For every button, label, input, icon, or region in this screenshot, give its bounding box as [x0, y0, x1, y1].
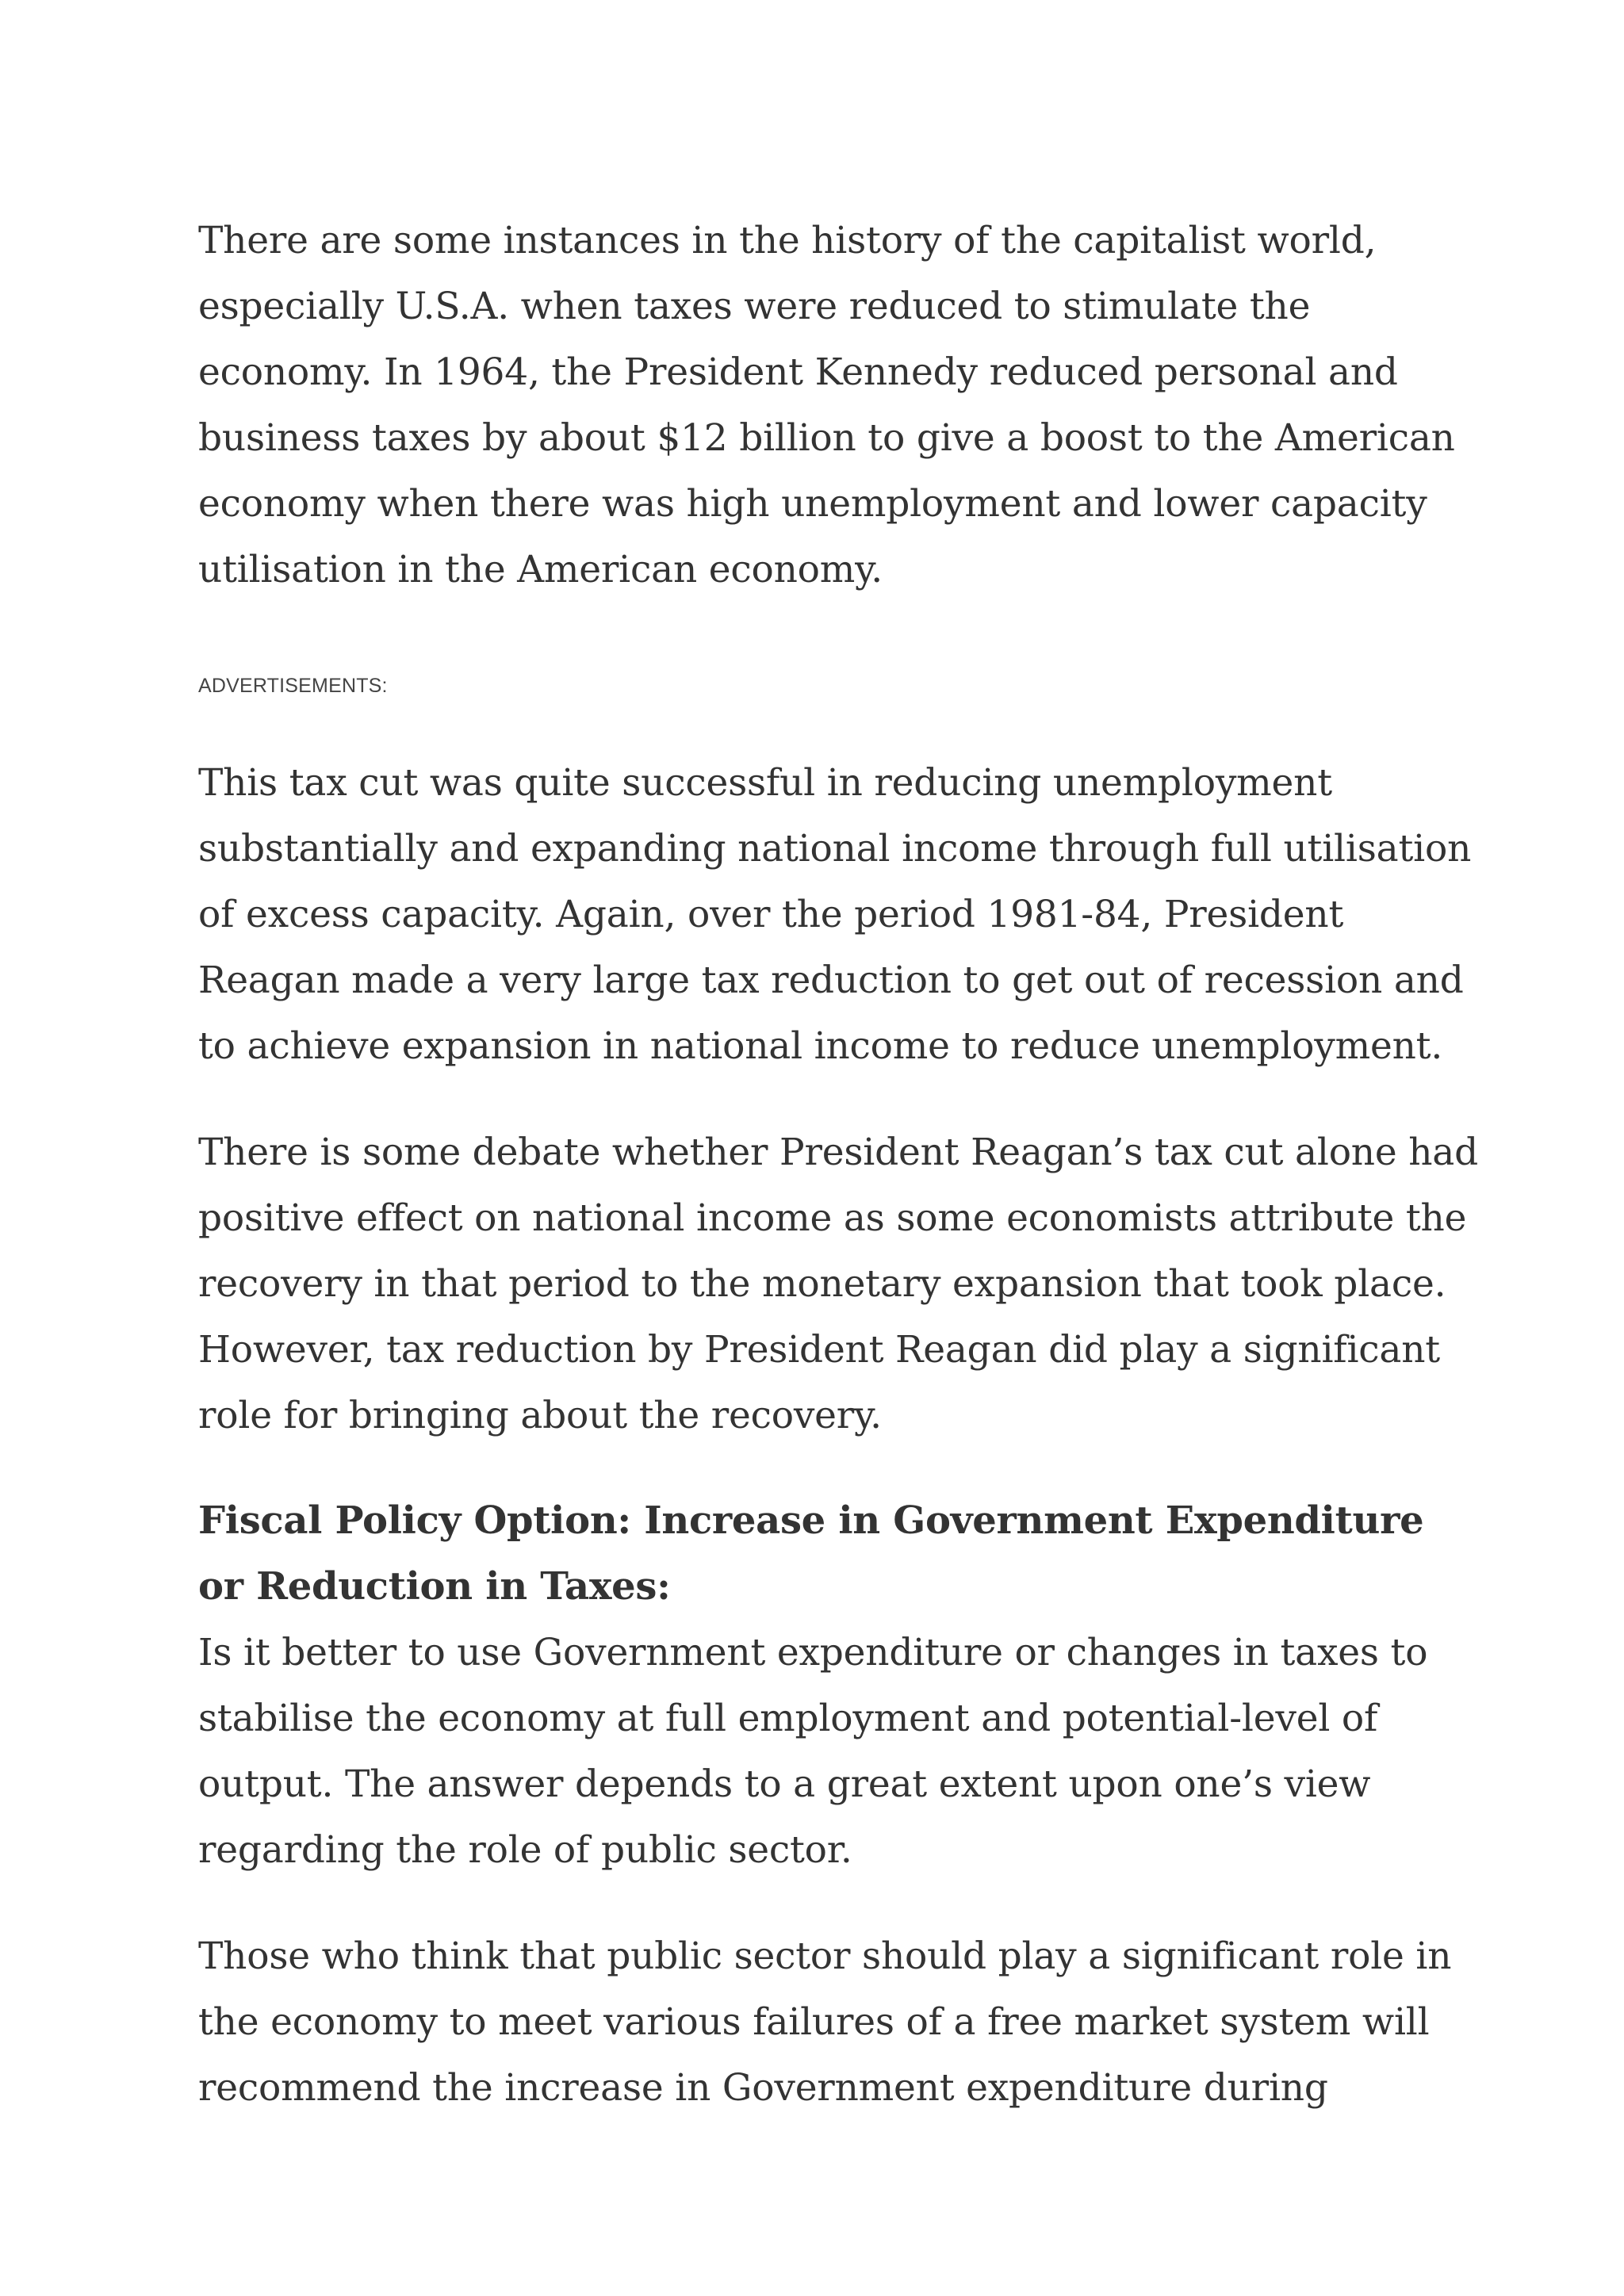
text-line: economy. In 1964, the President Kennedy reduced personal and [198, 350, 1398, 394]
text-line: substantially and expanding national income through full utilisation [198, 827, 1472, 871]
text-line: There is some debate whether President Reagan’s tax cut alone had [198, 1131, 1479, 1174]
heading-line: Fiscal Policy Option: Increase in Government Expenditure [198, 1498, 1424, 1543]
text-line: role for bringing about the recovery. [198, 1394, 882, 1437]
text-line: positive effect on national income as some economists attribute the [198, 1196, 1467, 1240]
paragraph-tax-cut-success [198, 750, 1471, 1079]
paragraph-expenditure-vs-taxes [198, 1620, 1427, 1883]
text-line: Is it better to use Government expenditure or changes in taxes to [198, 1631, 1428, 1674]
text-line: regarding the role of public sector. [198, 1828, 852, 1872]
paragraph-kennedy-tax-cut [198, 208, 1455, 603]
text-line: recommend the increase in Government expenditure during [198, 2066, 1328, 2110]
text-line: recovery in that period to the monetary expansion that took place. [198, 1262, 1446, 1306]
text-line: However, tax reduction by President Reagan did play a significant [198, 1328, 1440, 1372]
text-line: the economy to meet various failures of a free market system will [198, 2000, 1430, 2044]
text-line: Those who think that public sector should play a significant role in [198, 1934, 1452, 1978]
text-line: of excess capacity. Again, over the period 1981-84, President [198, 893, 1344, 936]
paragraph-reagan-debate [198, 1119, 1478, 1448]
text-line: stabilise the economy at full employment and potential-level of [198, 1697, 1378, 1740]
text-line: economy when there was high unemployment and lower capacity [198, 482, 1427, 526]
text-line: business taxes by about $12 billion to give a boost to the American [198, 416, 1455, 460]
advertisements-label: ADVERTISEMENTS: [198, 675, 388, 697]
text-line: utilisation in the American economy. [198, 548, 883, 591]
paragraph-public-sector-role [198, 1923, 1451, 2121]
text-line: to achieve expansion in national income to reduce unemployment. [198, 1024, 1443, 1068]
heading-line: or Reduction in Taxes: [198, 1564, 671, 1609]
text-line: especially U.S.A. when taxes were reduced to stimulate the [198, 285, 1311, 328]
text-line: output. The answer depends to a great extent upon one’s view [198, 1762, 1371, 1806]
text-line: There are some instances in the history of the capitalist world, [198, 219, 1377, 262]
section-heading [198, 1488, 1423, 1620]
text-line: This tax cut was quite successful in reducing unemployment [198, 761, 1332, 805]
text-line: Reagan made a very large tax reduction to get out of recession and [198, 959, 1464, 1002]
